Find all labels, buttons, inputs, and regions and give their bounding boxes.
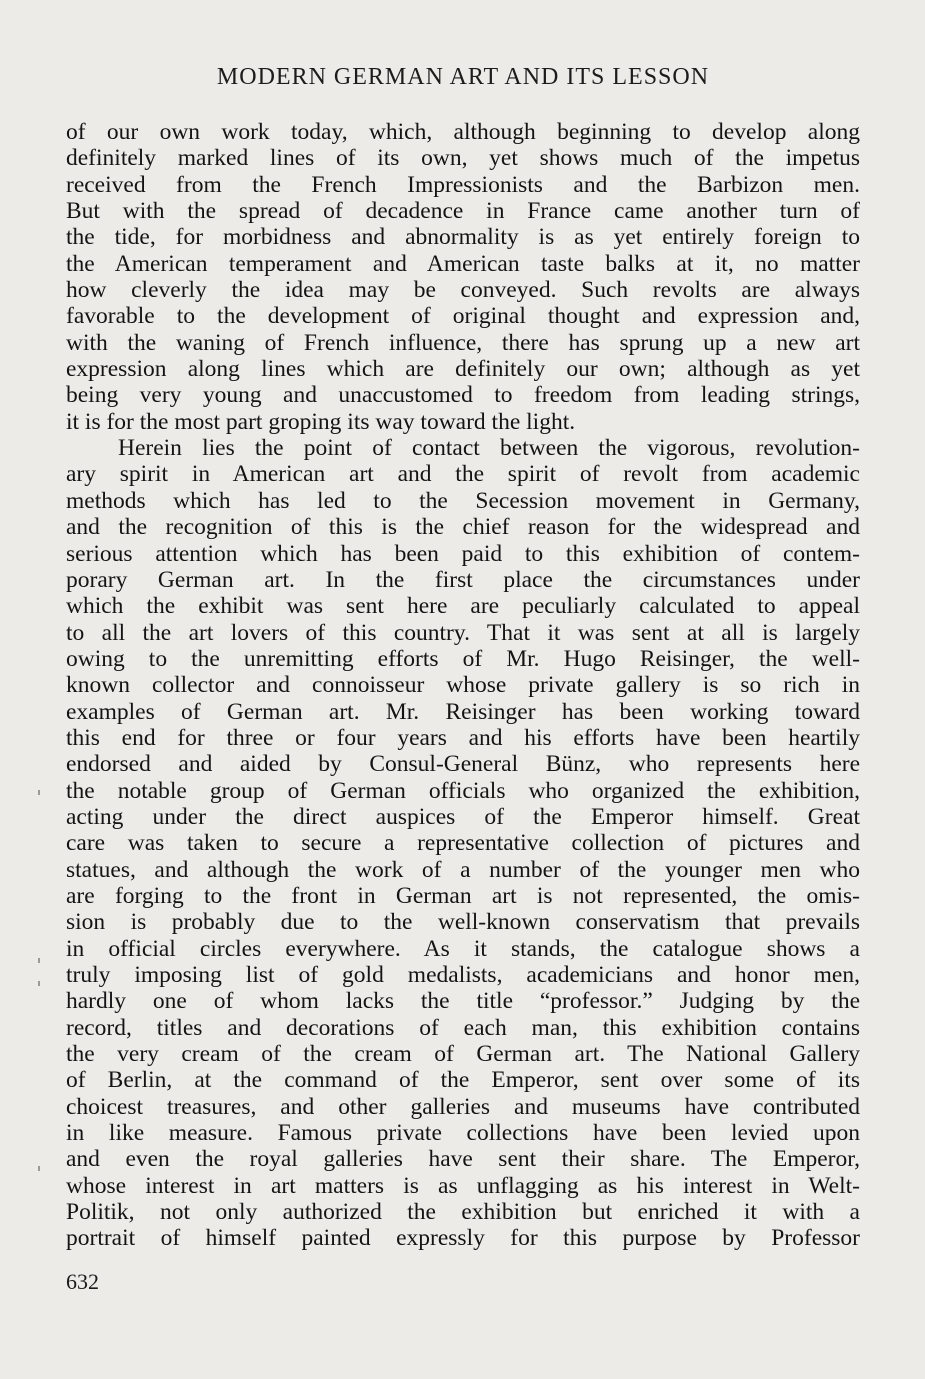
text-line: of Berlin, at the command of the Emperor, sent over some of its (66, 1067, 860, 1094)
text-line: statues, and although the work of a number of the younger men who (66, 856, 860, 883)
text-line: But with the spread of decadence in France came another turn of (66, 198, 860, 225)
margin-mark (38, 958, 40, 963)
text-line: choicest treasures, and other galleries and museums have contributed (66, 1093, 860, 1120)
page-number: 632 (66, 1269, 99, 1294)
margin-mark (38, 981, 40, 986)
text-line: sion is probably due to the well-known conservatism that prevails (66, 909, 860, 936)
text-line: whose interest in art matters is as unflagging as his interest in Welt- (66, 1172, 860, 1199)
text-line: hardly one of whom lacks the title “professor.” Judging by the (66, 988, 860, 1015)
text-line: owing to the unremitting efforts of Mr. Hugo Reisinger, the well- (66, 645, 860, 672)
text-line: definitely marked lines of its own, yet shows much of the impetus (66, 145, 860, 172)
paragraph-1 (66, 119, 860, 435)
text-line: and the recognition of this is the chief reason for the widespread and (66, 514, 860, 541)
text-line: Herein lies the point of contact between the vigorous, revolution- (118, 435, 860, 462)
text-line: how cleverly the idea may be conveyed. Such revolts are always (66, 277, 860, 304)
text-line: record, titles and decorations of each man, this exhibition contains (66, 1014, 860, 1041)
text-line: truly imposing list of gold medalists, academicians and honor men, (66, 962, 860, 988)
text-line: of our own work today, which, although beginning to develop along (66, 119, 860, 145)
text-line: acting under the direct auspices of the Emperor himself. Great (66, 803, 860, 830)
body-text (66, 119, 860, 1252)
running-head: MODERN GERMAN ART AND ITS LESSON (216, 64, 710, 90)
text-line: endorsed and aided by Consul-General Bünz, who represents here (66, 751, 860, 778)
text-line: Politik, not only authorized the exhibition but enriched it with a (66, 1199, 860, 1226)
text-line: to all the art lovers of this country. That it was sent at all is largely (66, 619, 860, 646)
text-line: favorable to the development of original thought and expression and, (66, 303, 860, 330)
margin-mark (38, 790, 40, 795)
text-line: and even the royal galleries have sent their share. The Emperor, (66, 1146, 860, 1173)
text-line: porary German art. In the first place the circumstances under (66, 566, 860, 593)
text-line: are forging to the front in German art is not represented, the omis- (66, 882, 860, 909)
text-line: this end for three or four years and his efforts have been heartily (66, 724, 860, 751)
text-line: received from the French Impressionists and the Barbizon men. (66, 171, 860, 198)
text-line: serious attention which has been paid to this exhibition of contem- (66, 540, 860, 567)
text-line: in like measure. Famous private collections have been levied upon (66, 1120, 860, 1147)
text-line: methods which has led to the Secession movement in Germany, (66, 487, 860, 514)
text-line: the very cream of the cream of German art. The National Gallery (66, 1041, 860, 1068)
text-line: ary spirit in American art and the spirit of revolt from academic (66, 461, 860, 488)
text-line: examples of German art. Mr. Reisinger has been working toward (66, 698, 860, 725)
text-line: the American temperament and American taste balks at it, no matter (66, 250, 860, 277)
text-line: which the exhibit was sent here are peculiarly calculated to appeal (66, 593, 860, 620)
text-line: the tide, for morbidness and abnormality is as yet entirely foreign to (66, 224, 860, 251)
text-line: portrait of himself painted expressly for this purpose by Professor (66, 1225, 860, 1252)
text-line: known collector and connoisseur whose private gallery is so rich in (66, 672, 860, 699)
paragraph-2 (66, 435, 860, 1252)
text-line: care was taken to secure a representative collection of pictures and (66, 830, 860, 857)
margin-mark (38, 1166, 40, 1171)
text-line: in official circles everywhere. As it stands, the catalogue shows a (66, 935, 860, 962)
text-line: the notable group of German officials who organized the exhibition, (66, 777, 860, 804)
text-line: expression along lines which are definitely our own; although as yet (66, 356, 860, 383)
text-line: being very young and unaccustomed to freedom from leading strings, (66, 382, 860, 409)
text-line: with the waning of French influence, there has sprung up a new art (66, 329, 860, 356)
text-line: it is for the most part groping its way toward the light. (66, 408, 576, 435)
